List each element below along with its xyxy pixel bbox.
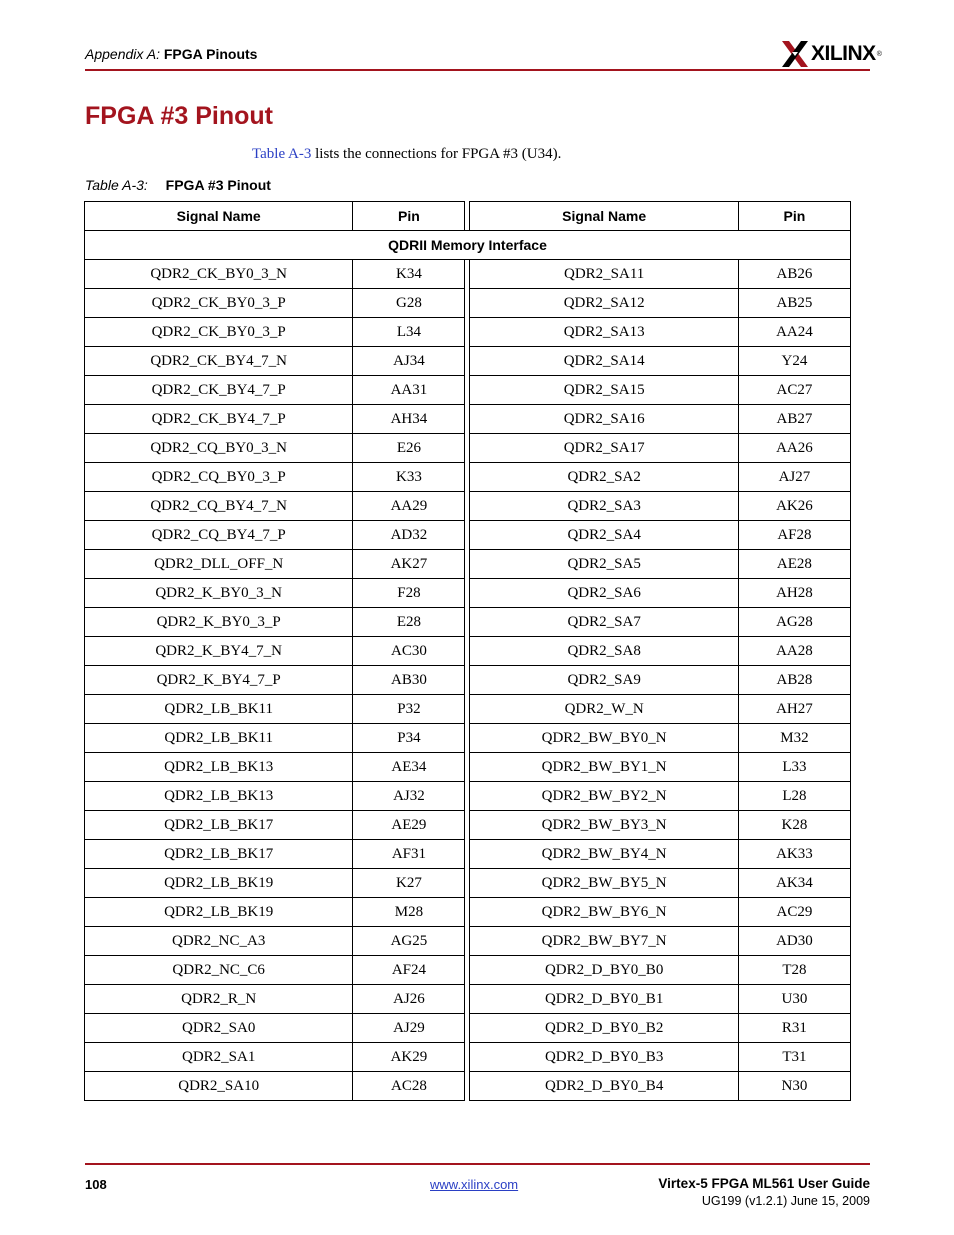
intro-paragraph [252,146,561,163]
signal-name-right: QDR2_BW_BY4_N [470,840,738,869]
pin-left: F28 [353,579,465,608]
pin-left: AD32 [353,521,465,550]
signal-name-left: QDR2_SA0 [85,1014,353,1043]
signal-name-left: QDR2_K_BY4_7_P [85,666,353,695]
signal-name-left: QDR2_CQ_BY4_7_N [85,492,353,521]
pin-right: AB28 [738,666,850,695]
signal-name-left: QDR2_LB_BK13 [85,782,353,811]
pin-left: AJ29 [353,1014,465,1043]
table-row [85,956,851,985]
appendix-title: FPGA Pinouts [163,46,258,62]
pin-right: L33 [738,753,850,782]
pin-right: L28 [738,782,850,811]
pin-right: AH28 [738,579,850,608]
registered-mark: ® [876,50,882,58]
pin-left: P34 [353,724,465,753]
table-row [85,898,851,927]
signal-name-left: QDR2_CK_BY4_7_P [85,376,353,405]
signal-name-left: QDR2_LB_BK13 [85,753,353,782]
signal-name-right: QDR2_BW_BY3_N [470,811,738,840]
signal-name-right: QDR2_SA5 [470,550,738,579]
col-header-pin-right: Pin [738,202,850,231]
signal-name-right: QDR2_BW_BY5_N [470,869,738,898]
xilinx-mark-icon [782,41,808,67]
pin-left: G28 [353,289,465,318]
pin-right: N30 [738,1072,850,1101]
signal-name-left: QDR2_SA10 [85,1072,353,1101]
xilinx-logo [782,39,882,69]
table-row [85,1014,851,1043]
pin-right: AD30 [738,927,850,956]
pin-right: R31 [738,1014,850,1043]
pin-right: AA26 [738,434,850,463]
table-row [85,811,851,840]
pin-right: AA24 [738,318,850,347]
pin-left: AA29 [353,492,465,521]
table-row [85,753,851,782]
table-row [85,666,851,695]
table-row [85,521,851,550]
signal-name-left: QDR2_CK_BY4_7_P [85,405,353,434]
signal-name-right: QDR2_SA6 [470,579,738,608]
signal-name-right: QDR2_SA2 [470,463,738,492]
pin-left: AJ26 [353,985,465,1014]
logo-text: XILINX [811,42,876,65]
table-row [85,376,851,405]
pin-left: AK27 [353,550,465,579]
pin-right: AA28 [738,637,850,666]
signal-name-left: QDR2_K_BY0_3_P [85,608,353,637]
pin-right: AH27 [738,695,850,724]
header-rule [85,69,870,71]
signal-name-right: QDR2_SA13 [470,318,738,347]
pin-right: AE28 [738,550,850,579]
pin-left: AC28 [353,1072,465,1101]
pinout-table [84,201,851,1101]
pin-left: AJ34 [353,347,465,376]
signal-name-right: QDR2_SA9 [470,666,738,695]
signal-name-right: QDR2_SA12 [470,289,738,318]
table-row [85,869,851,898]
col-header-signal-right: Signal Name [470,202,738,231]
pin-right: AC27 [738,376,850,405]
table-row [85,1043,851,1072]
pin-left: E26 [353,434,465,463]
pin-right: U30 [738,985,850,1014]
appendix-label: Appendix A: [85,46,160,62]
pin-right: AK33 [738,840,850,869]
signal-name-left: QDR2_LB_BK17 [85,840,353,869]
table-row [85,318,851,347]
guide-title: Virtex-5 FPGA ML561 User Guide [658,1176,870,1191]
pin-left: AH34 [353,405,465,434]
table-row [85,492,851,521]
table-row [85,608,851,637]
signal-name-left: QDR2_NC_A3 [85,927,353,956]
signal-name-left: QDR2_K_BY4_7_N [85,637,353,666]
pin-right: Y24 [738,347,850,376]
pin-left: AB30 [353,666,465,695]
table-row [85,985,851,1014]
running-header [85,46,257,62]
pin-left: AF24 [353,956,465,985]
signal-name-left: QDR2_CQ_BY0_3_N [85,434,353,463]
signal-name-left: QDR2_R_N [85,985,353,1014]
pin-right: T28 [738,956,850,985]
pin-right: AF28 [738,521,850,550]
signal-name-right: QDR2_SA15 [470,376,738,405]
table-row [85,927,851,956]
footer-doc-info [658,1176,870,1208]
signal-name-right: QDR2_SA11 [470,260,738,289]
table-row [85,637,851,666]
signal-name-right: QDR2_D_BY0_B4 [470,1072,738,1101]
signal-name-left: QDR2_CQ_BY0_3_P [85,463,353,492]
footer-url-link[interactable]: www.xilinx.com [430,1177,519,1192]
pin-right: AK26 [738,492,850,521]
section-row [85,231,851,260]
pin-left: K27 [353,869,465,898]
signal-name-right: QDR2_BW_BY2_N [470,782,738,811]
signal-name-left: QDR2_CQ_BY4_7_P [85,521,353,550]
signal-name-right: QDR2_D_BY0_B3 [470,1043,738,1072]
signal-name-right: QDR2_SA14 [470,347,738,376]
pin-left: AF31 [353,840,465,869]
pin-right: AG28 [738,608,850,637]
pin-left: AJ32 [353,782,465,811]
pin-right: AB26 [738,260,850,289]
signal-name-left: QDR2_LB_BK11 [85,724,353,753]
pin-left: AC30 [353,637,465,666]
doc-version: UG199 (v1.2.1) June 15, 2009 [701,1194,870,1208]
signal-name-left: QDR2_LB_BK11 [85,695,353,724]
signal-name-left: QDR2_CK_BY0_3_N [85,260,353,289]
signal-name-right: QDR2_BW_BY1_N [470,753,738,782]
signal-name-left: QDR2_LB_BK17 [85,811,353,840]
pin-left: AG25 [353,927,465,956]
table-row [85,1072,851,1101]
signal-name-right: QDR2_BW_BY0_N [470,724,738,753]
pin-right: AB27 [738,405,850,434]
col-header-signal-left: Signal Name [85,202,353,231]
table-header-row [85,202,851,231]
table-caption [85,177,271,193]
signal-name-left: QDR2_LB_BK19 [85,869,353,898]
table-row [85,782,851,811]
table-row [85,260,851,289]
pin-left: K33 [353,463,465,492]
section-label: QDRII Memory Interface [85,231,851,260]
signal-name-left: QDR2_SA1 [85,1043,353,1072]
signal-name-right: QDR2_W_N [470,695,738,724]
pin-right: AB25 [738,289,850,318]
pin-right: M32 [738,724,850,753]
pin-left: AE34 [353,753,465,782]
table-link[interactable]: Table A-3 [252,146,312,162]
table-body [85,231,851,1101]
intro-text: lists the connections for FPGA #3 (U34). [311,146,562,162]
pin-left: AK29 [353,1043,465,1072]
signal-name-right: QDR2_D_BY0_B2 [470,1014,738,1043]
table-row [85,289,851,318]
pin-right: T31 [738,1043,850,1072]
signal-name-right: QDR2_BW_BY7_N [470,927,738,956]
table-row [85,434,851,463]
pin-right: AC29 [738,898,850,927]
table-row [85,463,851,492]
signal-name-right: QDR2_SA7 [470,608,738,637]
table-row [85,405,851,434]
table-row [85,840,851,869]
pin-right: AJ27 [738,463,850,492]
footer-rule [85,1163,870,1165]
pin-left: AE29 [353,811,465,840]
signal-name-right: QDR2_SA4 [470,521,738,550]
pin-left: P32 [353,695,465,724]
signal-name-right: QDR2_SA16 [470,405,738,434]
caption-title: FPGA #3 Pinout [165,177,271,193]
pin-left: AA31 [353,376,465,405]
signal-name-left: QDR2_K_BY0_3_N [85,579,353,608]
pin-left: M28 [353,898,465,927]
signal-name-right: QDR2_BW_BY6_N [470,898,738,927]
pin-right: K28 [738,811,850,840]
signal-name-right: QDR2_SA17 [470,434,738,463]
signal-name-left: QDR2_LB_BK19 [85,898,353,927]
pin-left: L34 [353,318,465,347]
table-row [85,579,851,608]
table-row [85,347,851,376]
page-number: 108 [85,1177,107,1192]
pin-left: E28 [353,608,465,637]
page-title: FPGA #3 Pinout [85,102,273,130]
table-row [85,724,851,753]
pin-left: K34 [353,260,465,289]
col-header-pin-left: Pin [353,202,465,231]
signal-name-left: QDR2_DLL_OFF_N [85,550,353,579]
signal-name-left: QDR2_NC_C6 [85,956,353,985]
table-row [85,550,851,579]
signal-name-left: QDR2_CK_BY0_3_P [85,318,353,347]
caption-label: Table A-3: [85,177,148,193]
pin-right: AK34 [738,869,850,898]
signal-name-left: QDR2_CK_BY4_7_N [85,347,353,376]
signal-name-right: QDR2_SA8 [470,637,738,666]
signal-name-right: QDR2_SA3 [470,492,738,521]
table-row [85,695,851,724]
signal-name-right: QDR2_D_BY0_B0 [470,956,738,985]
signal-name-right: QDR2_D_BY0_B1 [470,985,738,1014]
signal-name-left: QDR2_CK_BY0_3_P [85,289,353,318]
